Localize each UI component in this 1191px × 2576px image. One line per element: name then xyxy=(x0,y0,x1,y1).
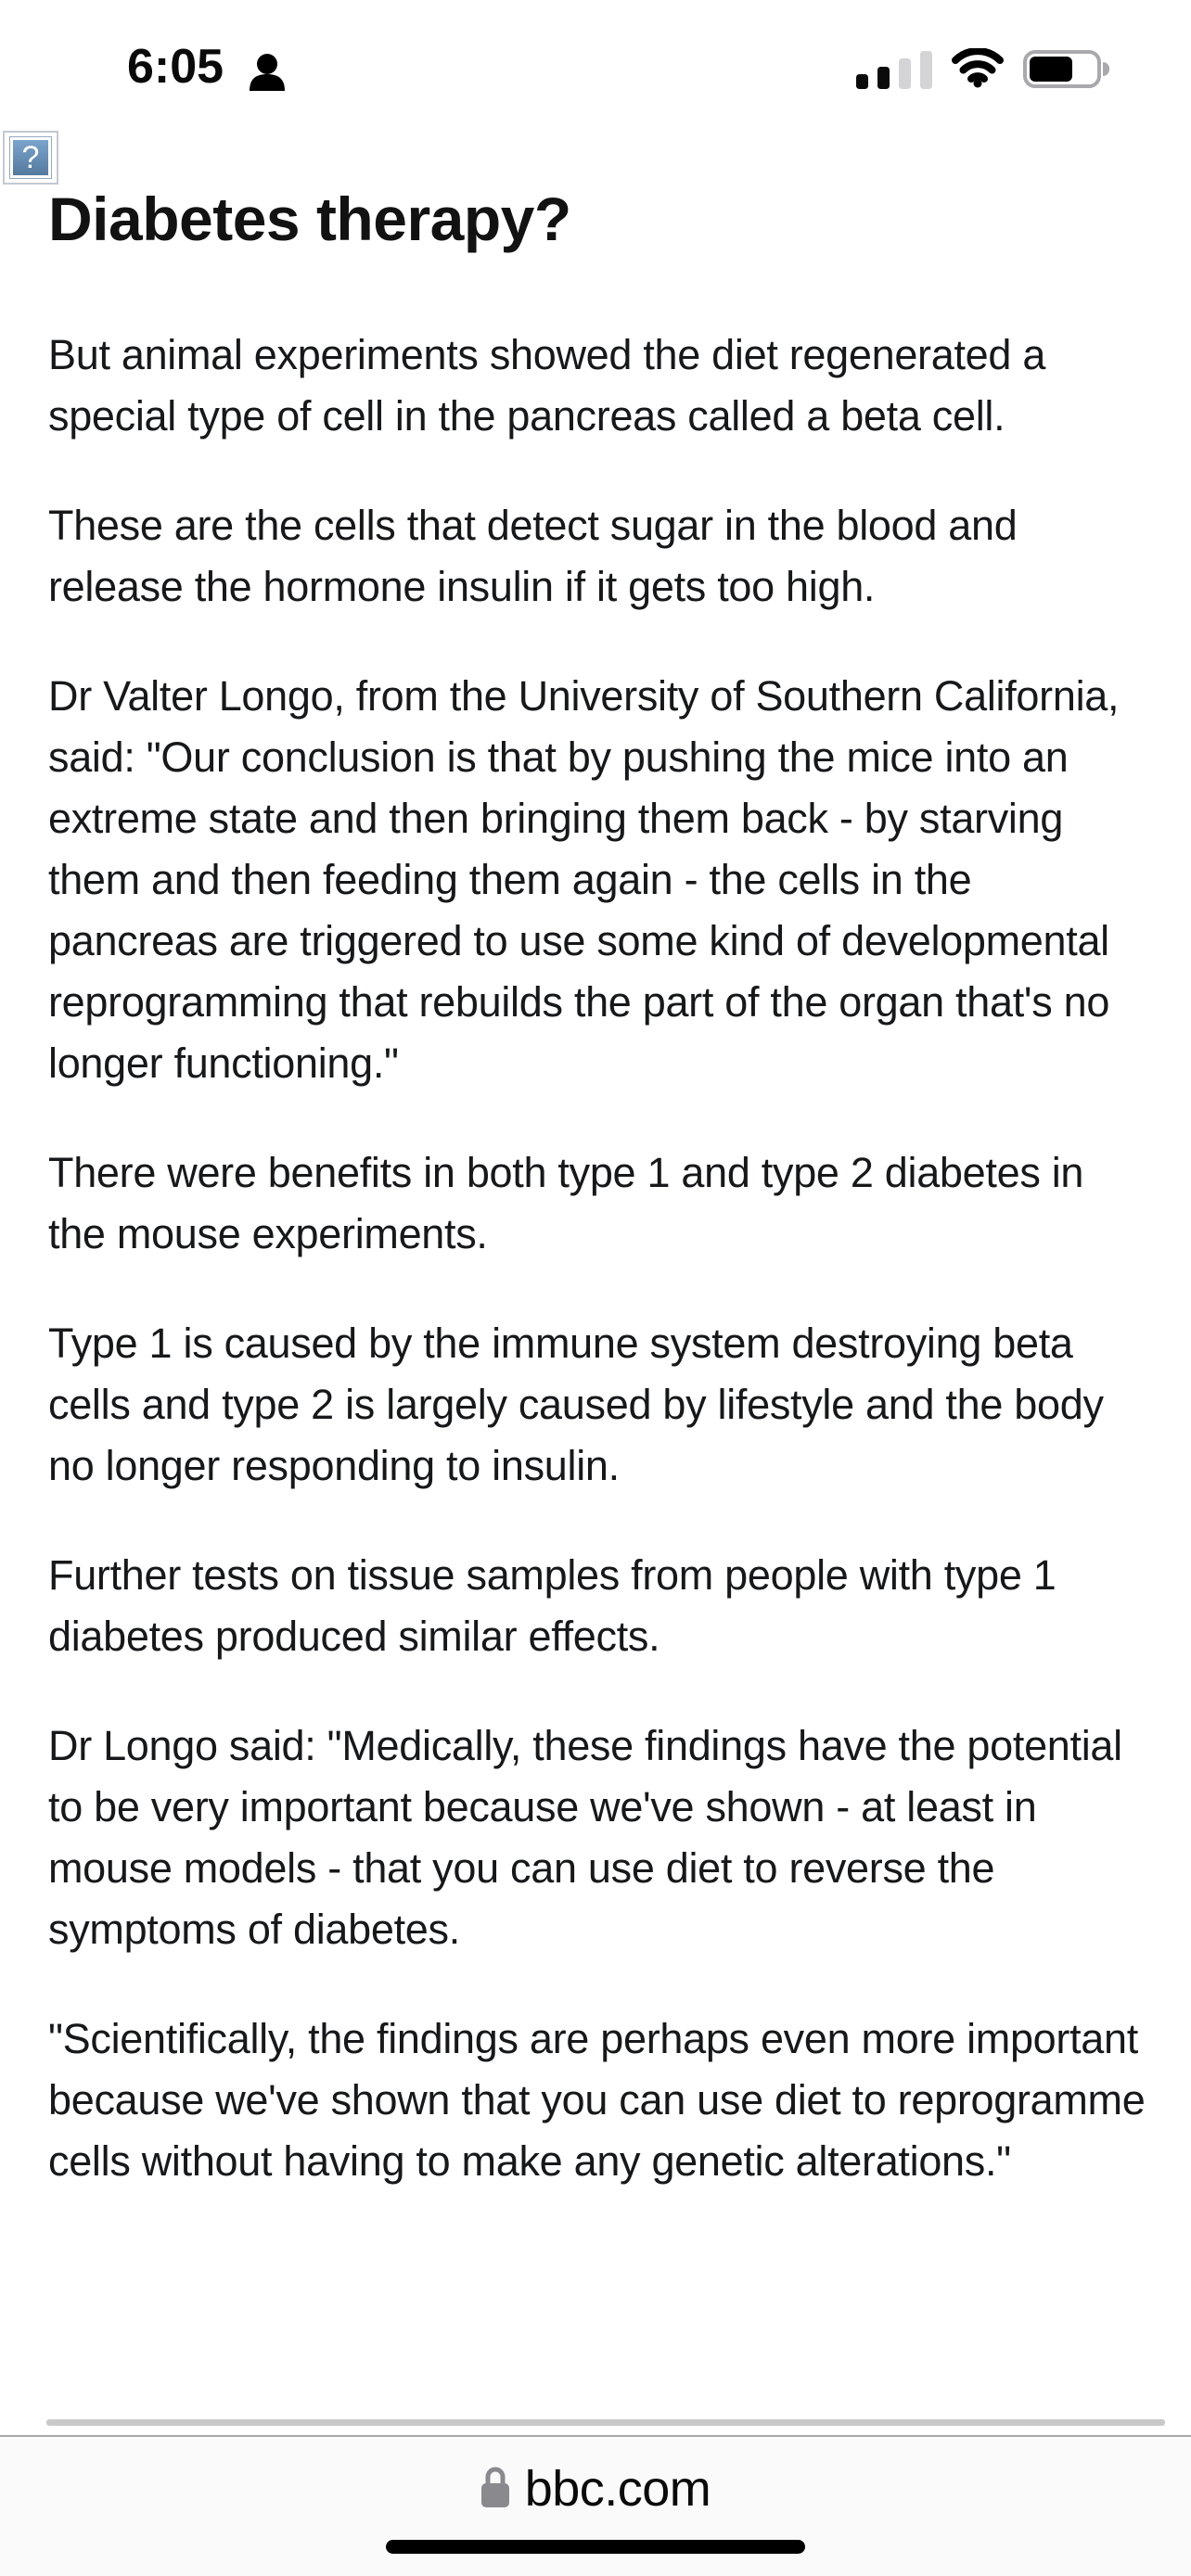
cellular-signal-icon xyxy=(856,51,932,94)
url-domain[interactable]: bbc.com xyxy=(524,2461,711,2517)
broken-image-question-tile xyxy=(10,137,51,178)
battery-icon xyxy=(1023,50,1101,88)
home-indicator[interactable] xyxy=(386,2540,805,2554)
battery-fill xyxy=(1030,57,1072,82)
article-divider xyxy=(46,2419,1165,2426)
article xyxy=(48,184,1150,2240)
broken-image-icon xyxy=(3,131,58,185)
safari-url-bar[interactable] xyxy=(0,2435,1191,2576)
broken-image-question-glyph: ? xyxy=(21,140,40,175)
focus-person-icon xyxy=(247,52,288,97)
article-body xyxy=(48,325,1150,2192)
status-time: 6:05 xyxy=(127,40,224,94)
wifi-icon xyxy=(951,48,1005,93)
lock-icon xyxy=(480,2466,510,2513)
status-icons xyxy=(856,48,1101,94)
article-headline: Diabetes therapy? xyxy=(48,185,571,253)
article-paragraph: These are the cells that detect sugar in the blood and release the hormone insulin if it gets too high. xyxy=(48,502,1018,610)
article-paragraph: Type 1 is caused by the immune system destroying beta cells and type 2 is largely caused by lifestyle and the body no longer responding to insulin. xyxy=(48,1320,1104,1489)
article-paragraph: "Scientifically, the findings are perhaps even more important because we've shown that you can use diet to reprogramme cells without having to make any genetic alterations." xyxy=(48,2015,1146,2185)
article-paragraph: Dr Longo said: "Medically, these findings have the potential to be very important because we've shown - at least in mouse models - that you can use diet to reverse the symptoms of diabetes. xyxy=(48,1722,1122,1953)
url-row[interactable] xyxy=(0,2461,1191,2517)
status-bar xyxy=(0,0,1191,124)
article-paragraph: Further tests on tissue samples from people with type 1 diabetes produced similar effects. xyxy=(48,1551,1057,1660)
article-paragraph: But animal experiments showed the diet regenerated a special type of cell in the pancreas called a beta cell. xyxy=(48,331,1046,440)
article-paragraph: There were benefits in both type 1 and type 2 diabetes in the mouse experiments. xyxy=(48,1149,1084,1257)
article-paragraph: Dr Valter Longo, from the University of Southern California, said: "Our conclusion is that by pushing the mice into an extreme state and then bringing them back - by starving them and then feeding them again - the cells in the pancreas are triggered to use some kind of developmental reprogramming that rebuilds the part of the organ that's no longer functioning." xyxy=(48,672,1120,1087)
